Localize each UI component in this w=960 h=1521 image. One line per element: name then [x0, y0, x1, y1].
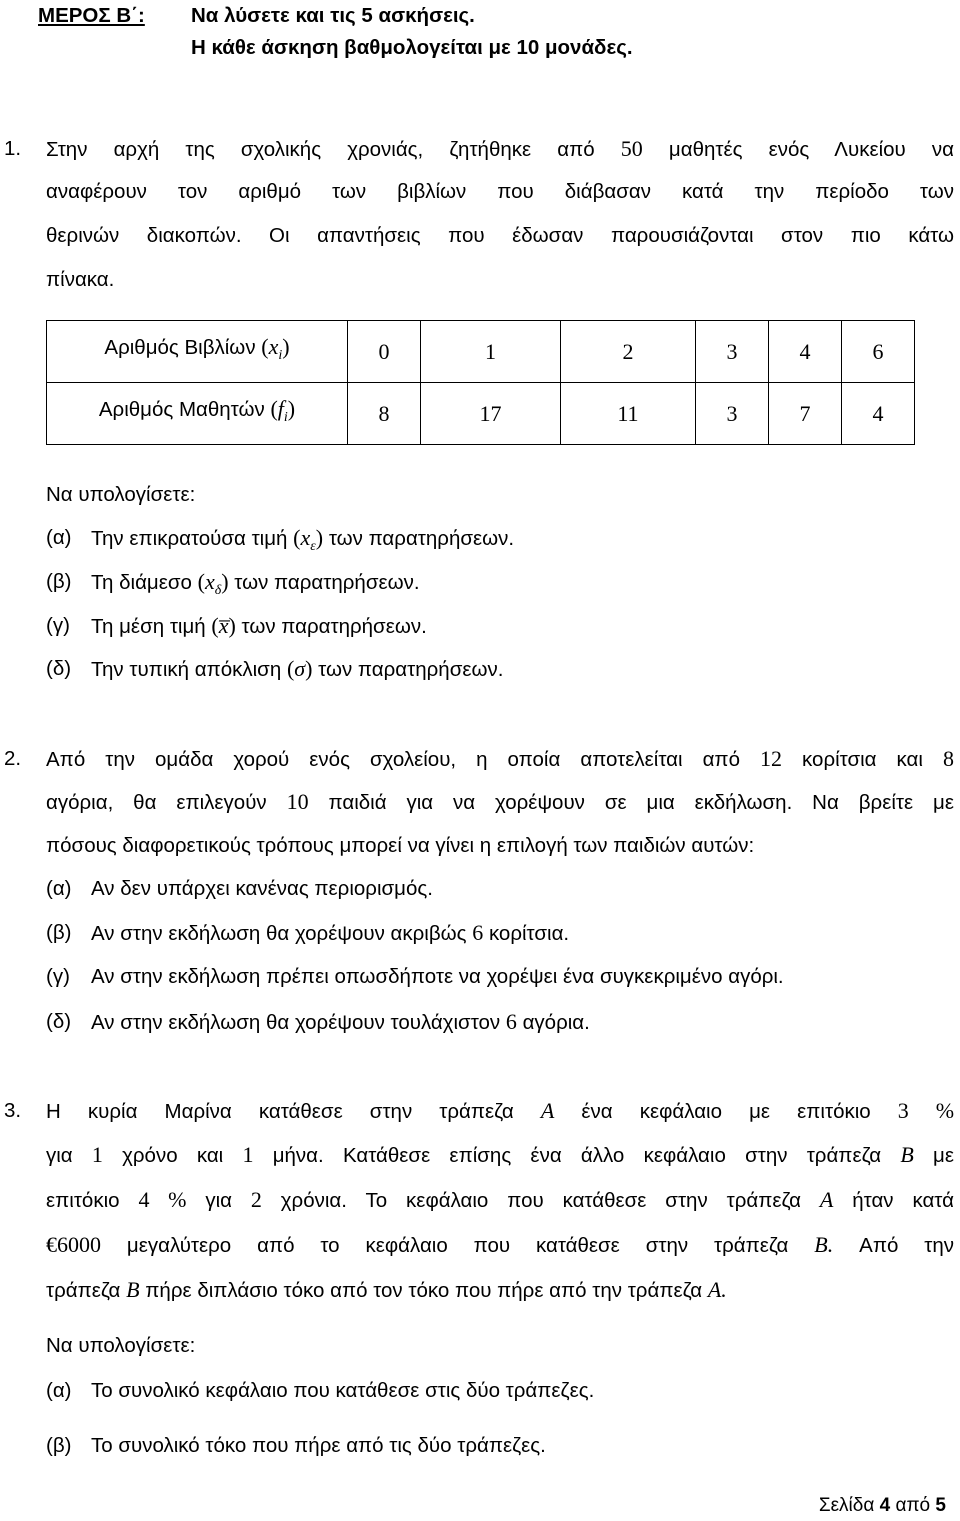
row-label-books: Αριθμός Βιβλίων $(x_i)$: [47, 321, 348, 383]
section-instruction-1: Να λύσετε και τις 5 ασκήσεις.: [191, 4, 475, 27]
q3-part-a: Το συνολικό κεφάλαιο που κατάθεσε στις δύο τράπεζες.: [91, 1379, 595, 1402]
q1-part-a: Την επικρατούσα τιμή $(x_\varepsilon)$ των παρατηρήσεων.: [91, 525, 515, 554]
table-row-books: [47, 321, 915, 383]
q2-line-1: Από την ομάδα χορού ενός σχολείου, η οποία αποτελείται από 12 κορίτσια και 8: [46, 746, 954, 771]
table-cell: 3: [695, 383, 768, 445]
q3-line-4: €6000 μεγαλύτερο από το κεφάλαιο που κατάθεσε στην τράπεζα B. Από την: [46, 1232, 954, 1257]
section-header: [38, 4, 145, 28]
table-cell: 7: [768, 383, 841, 445]
row-label-students: Αριθμός Μαθητών $(f_i)$: [47, 383, 348, 445]
table-cell: 1: [421, 321, 561, 383]
q3-part-b: Το συνολικό τόκο που πήρε από τις δύο τράπεζες.: [91, 1434, 546, 1457]
table-cell: 4: [768, 321, 841, 383]
q1-line-2: αναφέρουν τον αριθμό των βιβλίων που διάβασαν κατά την περίοδο των: [46, 180, 954, 203]
table-row-students: [47, 383, 915, 445]
table-cell: 2: [560, 321, 695, 383]
q3-ask: Να υπολογίσετε:: [46, 1334, 196, 1357]
q2-part-a-label: (α): [46, 877, 72, 900]
q1-line-3: θερινών διακοπών. Οι απαντήσεις που έδωσαν παρουσιάζονται στον πιο κάτω: [46, 224, 954, 247]
q3-line-5: τράπεζα B πήρε διπλάσιο τόκο από τον τόκο που πήρε από την τράπεζα A.: [46, 1277, 727, 1302]
q1-part-c-label: (γ): [46, 614, 70, 637]
q3-part-a-label: (α): [46, 1379, 72, 1402]
q2-part-a: Αν δεν υπάρχει κανένας περιορισμός.: [91, 877, 433, 900]
q1-number: 1.: [4, 137, 22, 160]
q2-line-3: πόσους διαφορετικούς τρόπους μπορεί να γίνει η επιλογή των παιδιών αυτών:: [46, 834, 755, 857]
q3-line-1: Η κυρία Μαρίνα κατάθεσε στην τράπεζα A ένα κεφάλαιο με επιτόκιο 3 %: [46, 1098, 955, 1123]
page-number: Σελίδα 4 από 5: [818, 1495, 946, 1516]
table-cell: 17: [421, 383, 561, 445]
table-cell: 6: [841, 321, 914, 383]
q2-line-2: αγόρια, θα επιλεγούν 10 παιδιά για να χορέψουν σε μια εκδήλωση. Να βρείτε με: [46, 789, 954, 814]
q2-part-d-label: (δ): [46, 1010, 72, 1033]
q1-part-d: Την τυπική απόκλιση (σ) των παρατηρήσεων.: [91, 656, 504, 681]
q2-part-b-label: (β): [46, 921, 72, 944]
q2-part-b: Αν στην εκδήλωση θα χορέψουν ακριβώς 6 κορίτσια.: [91, 920, 570, 945]
frequency-table: [46, 320, 915, 445]
q1-ask: Να υπολογίσετε:: [46, 483, 196, 506]
q1-part-b-label: (β): [46, 570, 72, 593]
table-cell: 0: [348, 321, 421, 383]
q2-part-d: Αν στην εκδήλωση θα χορέψουν τουλάχιστον 6 αγόρια.: [91, 1009, 590, 1034]
section-label: ΜΕΡΟΣ Β΄:: [38, 4, 145, 27]
q3-part-b-label: (β): [46, 1434, 72, 1457]
section-instruction-2: Η κάθε άσκηση βαθμολογείται με 10 μονάδες.: [191, 36, 633, 59]
q1-line-1: Στην αρχή της σχολικής χρονιάς, ζητήθηκε από 50 μαθητές ενός Λυκείου να: [46, 136, 954, 161]
q1-part-d-label: (δ): [46, 657, 72, 680]
q2-part-c-label: (γ): [46, 965, 70, 988]
table-cell: 11: [560, 383, 695, 445]
q3-number: 3.: [4, 1099, 22, 1122]
q1-part-c: Τη μέση τιμή (x̅) των παρατηρήσεων.: [91, 613, 427, 638]
table-cell: 3: [695, 321, 768, 383]
q2-number: 2.: [4, 747, 22, 770]
q2-part-c: Αν στην εκδήλωση πρέπει οπωσδήποτε να χορέψει ένα συγκεκριμένο αγόρι.: [91, 965, 784, 988]
q1-part-b: Τη διάμεσο $(x_\delta)$ των παρατηρήσεων.: [91, 569, 420, 598]
table-cell: 4: [841, 383, 914, 445]
q1-part-a-label: (α): [46, 526, 72, 549]
table-cell: 8: [348, 383, 421, 445]
q1-line-4: πίνακα.: [46, 268, 115, 291]
q3-line-2: για 1 χρόνο και 1 μήνα. Κατάθεσε επίσης ένα άλλο κεφάλαιο στην τράπεζα B με: [46, 1142, 954, 1167]
q3-line-3: επιτόκιο 4 % για 2 χρόνια. Το κεφάλαιο που κατάθεσε στην τράπεζα A ήταν κατά: [46, 1187, 954, 1212]
